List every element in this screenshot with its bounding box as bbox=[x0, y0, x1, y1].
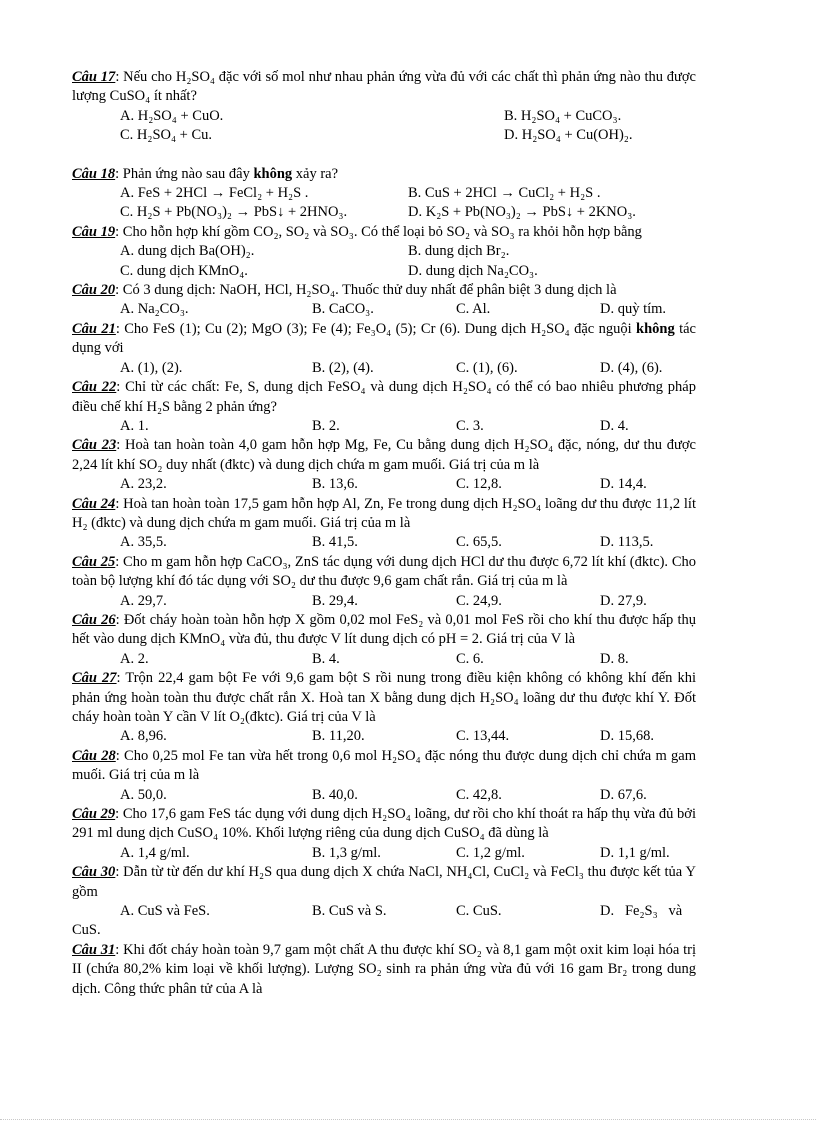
question-label: Câu 22 bbox=[72, 379, 117, 396]
option-d: D. 27,9. bbox=[600, 592, 647, 609]
question-stem: : Cho FeS (1); Cu (2); MgO (3); Fe (4); Fe₃O₄ (5); Cr (6). Dung dịch H₂SO₄ đặc nguội bbox=[115, 320, 637, 337]
option-d: D. 14,4. bbox=[600, 476, 647, 493]
option-c: C. 42,8. bbox=[456, 786, 502, 803]
option-b: B. CaCO₃. bbox=[312, 301, 374, 318]
option-a: A. dung dịch Ba(OH)₂. bbox=[120, 243, 255, 260]
question-stem: : Cho 0,25 mol Fe tan vừa hết trong 0,6 mol H₂SO₄ đặc nóng thu được dung dịch chỉ chứa m gam muối. Giá trị của m là bbox=[72, 747, 696, 784]
option-b: B. 13,6. bbox=[312, 476, 358, 493]
question-30 bbox=[72, 863, 696, 941]
question-29 bbox=[72, 805, 696, 863]
option-a: A. FeS + 2HCl → FeCl₂ + H₂S . bbox=[120, 185, 309, 202]
question-stem: : Trộn 22,4 gam bột Fe với 9,6 gam bột S rồi nung trong điều kiện không có không khí đến khi phản ứng hoàn toàn thu được chất rắn X. Hoà tan X bằng dung dịch H₂SO₄ loãng dư thu được khí Y. Đốt cháy hoàn toàn Y cần V lít O₂(đktc). Giá trị của V là bbox=[72, 670, 696, 725]
option-a: A. 50,0. bbox=[120, 786, 167, 803]
option-d: D. quỳ tím. bbox=[600, 301, 667, 318]
question-label: Câu 31 bbox=[72, 941, 116, 958]
question-label: Câu 18 bbox=[72, 165, 116, 182]
option-b: B. 1,3 g/ml. bbox=[312, 844, 381, 861]
question-stem: : Nếu cho H₂SO₄ đặc với số mol như nhau phản ứng vừa đủ với các chất thì phản ứng nào thu được lượng CuSO₄ ít nhất? bbox=[72, 69, 696, 105]
question-24 bbox=[72, 495, 696, 553]
question-stem: : Cho m gam hỗn hợp CaCO₃, ZnS tác dụng với dung dịch HCl dư thu được 6,72 lít khí (đktc). Cho toàn bộ lượng khí đó tác dụng với SO₂ dư thu được 9,6 gam chất rắn. Giá trị của m là bbox=[72, 553, 696, 590]
option-c: C. H₂SO₄ + Cu. bbox=[120, 127, 213, 144]
option-a: A. 8,96. bbox=[120, 728, 167, 745]
option-c: C. 12,8. bbox=[456, 476, 502, 493]
option-c: C. CuS. bbox=[456, 903, 502, 920]
question-26 bbox=[72, 611, 696, 669]
question-20 bbox=[72, 281, 696, 320]
option-a: A. 35,5. bbox=[120, 534, 167, 551]
option-c: C. 1,2 g/ml. bbox=[456, 844, 525, 861]
question-21 bbox=[72, 320, 696, 378]
option-d: D. 4. bbox=[600, 417, 629, 434]
question-label: Câu 24 bbox=[72, 495, 116, 512]
spacer bbox=[72, 146, 696, 165]
option-a: A. 23,2. bbox=[120, 476, 167, 493]
question-28 bbox=[72, 747, 696, 805]
question-stem: : Có 3 dung dịch: NaOH, HCl, H₂SO₄. Thuốc thử duy nhất để phân biệt 3 dung dịch là bbox=[115, 282, 617, 299]
option-b: B. CuS + 2HCl → CuCl₂ + H₂S . bbox=[408, 185, 601, 202]
question-18 bbox=[72, 165, 696, 223]
option-b: B. 29,4. bbox=[312, 592, 358, 609]
option-d: D. Fe₂S₃ và bbox=[600, 903, 683, 920]
option-b: B. H₂SO₄ + CuCO₃. bbox=[504, 107, 622, 124]
option-b: B. CuS và S. bbox=[312, 903, 387, 920]
option-c: C. (1), (6). bbox=[456, 359, 518, 376]
option-d: D. 67,6. bbox=[600, 786, 647, 803]
question-label: Câu 26 bbox=[72, 611, 116, 628]
question-label: Câu 28 bbox=[72, 747, 116, 764]
document-page bbox=[72, 68, 696, 999]
option-c: C. 3. bbox=[456, 417, 484, 434]
option-d: D. 113,5. bbox=[600, 534, 654, 551]
question-label: Câu 17 bbox=[72, 69, 116, 85]
question-25 bbox=[72, 553, 696, 611]
question-22 bbox=[72, 378, 696, 436]
question-17 bbox=[72, 68, 696, 146]
option-a: A. Na₂CO₃. bbox=[120, 301, 189, 318]
keyword-not: không bbox=[636, 320, 675, 337]
page-bottom-rule bbox=[0, 1119, 816, 1121]
option-c: C. 13,44. bbox=[456, 728, 510, 745]
option-b: B. 2. bbox=[312, 417, 340, 434]
question-stem-tail: tác dụng với bbox=[72, 320, 696, 357]
question-stem: : Cho hỗn hợp khí gồm CO₂, SO₂ và SO₃. Có thể loại bỏ SO₂ và SO₃ ra khỏi hỗn hợp bằng bbox=[115, 223, 642, 240]
option-c: C. 24,9. bbox=[456, 592, 502, 609]
question-label: Câu 25 bbox=[72, 553, 116, 570]
question-stem: : Hoà tan hoàn toàn 4,0 gam hỗn hợp Mg, Fe, Cu bằng dung dịch H₂SO₄ đặc, nóng, dư thu được 2,24 lít khí SO₂ duy nhất (đktc) và dung dịch chứa m gam muối. Giá trị của m là bbox=[72, 437, 696, 473]
option-c: C. H₂S + Pb(NO₃)₂ → PbS↓ + 2HNO₃. bbox=[120, 204, 348, 221]
option-d-tail: CuS. bbox=[72, 922, 101, 939]
option-b: B. (2), (4). bbox=[312, 359, 374, 376]
option-a: A. 1,4 g/ml. bbox=[120, 844, 190, 861]
question-27 bbox=[72, 669, 696, 747]
question-label: Câu 29 bbox=[72, 806, 116, 823]
option-d: D. K₂S + Pb(NO₃)₂ → PbS↓ + 2KNO₃. bbox=[408, 204, 636, 221]
option-b: B. 11,20. bbox=[312, 728, 365, 745]
question-label: Câu 20 bbox=[72, 282, 116, 299]
option-b: B. 41,5. bbox=[312, 534, 358, 551]
option-a: A. CuS và FeS. bbox=[120, 903, 210, 920]
question-label: Câu 23 bbox=[72, 437, 117, 454]
option-d: D. 1,1 g/ml. bbox=[600, 844, 670, 861]
option-a: A. (1), (2). bbox=[120, 359, 183, 376]
question-stem-tail: xảy ra? bbox=[292, 165, 339, 182]
option-c: C. Al. bbox=[456, 301, 491, 318]
option-d: D. (4), (6). bbox=[600, 359, 663, 376]
option-c: C. dung dịch KMnO₄. bbox=[120, 262, 248, 279]
question-label: Câu 30 bbox=[72, 864, 116, 881]
question-31 bbox=[72, 941, 696, 999]
question-label: Câu 27 bbox=[72, 670, 117, 687]
question-stem: : Dẫn từ từ đến dư khí H₂S qua dung dịch X chứa NaCl, NH₄Cl, CuCl₂ và FeCl₃ thu được kết tủa Y gồm bbox=[72, 864, 696, 900]
question-label: Câu 21 bbox=[72, 320, 116, 337]
question-stem: : Cho 17,6 gam FeS tác dụng với dung dịch H₂SO₄ loãng, dư rồi cho khí thoát ra hấp thụ vừa đủ bởi 291 ml dung dịch CuSO₄ 10%. Khối lượng riêng của dung dịch CuSO₄ đã dùng là bbox=[72, 806, 696, 842]
option-d: D. 15,68. bbox=[600, 728, 654, 745]
question-stem: : Hoà tan hoàn toàn 17,5 gam hỗn hợp Al, Zn, Fe trong dung dịch H₂SO₄ loãng dư thu được 11,2 lít H₂ (đktc) và dung dịch chứa m gam muối. Giá trị của m là bbox=[72, 495, 696, 531]
question-stem: : Khi đốt cháy hoàn toàn 9,7 gam một chất A thu được khí SO₂ và 8,1 gam một oxit kim loại hóa trị II (chứa 80,2% kim loại về khối lượng). Lượng SO₂ sinh ra phản ứng vừa đủ với 16 gam Br₂ trong dung dịch. Công thức phân tử của A là bbox=[72, 941, 696, 997]
question-label: Câu 19 bbox=[72, 223, 116, 240]
option-a: A. 2. bbox=[120, 650, 149, 667]
option-d: D. 8. bbox=[600, 650, 629, 667]
option-c: C. 65,5. bbox=[456, 534, 502, 551]
option-a: A. 29,7. bbox=[120, 592, 167, 609]
option-a: A. 1. bbox=[120, 417, 149, 434]
question-23 bbox=[72, 436, 696, 494]
option-b: B. 40,0. bbox=[312, 786, 358, 803]
option-a: A. H₂SO₄ + CuO. bbox=[120, 107, 224, 124]
question-stem: : Chỉ từ các chất: Fe, S, dung dịch FeSO₄ và dung dịch H₂SO₄ có thể có bao nhiêu phương pháp điều chế khí H₂S bằng 2 phản ứng? bbox=[72, 379, 696, 415]
question-stem: : Phản ứng nào sau đây bbox=[115, 165, 254, 182]
question-19 bbox=[72, 223, 696, 281]
option-b: B. 4. bbox=[312, 650, 340, 667]
option-c: C. 6. bbox=[456, 650, 484, 667]
question-stem: : Đốt cháy hoàn toàn hỗn hợp X gồm 0,02 mol FeS₂ và 0,01 mol FeS rồi cho khí thu được hấp thụ hết vào dung dịch KMnO₄ vừa đủ, thu được V lít dung dịch có pH = 2. Giá trị của V là bbox=[72, 611, 696, 648]
option-d: D. dung dịch Na₂CO₃. bbox=[408, 262, 538, 279]
keyword-not: không bbox=[253, 165, 293, 182]
option-b: B. dung dịch Br₂. bbox=[408, 243, 510, 260]
option-d: D. H₂SO₄ + Cu(OH)₂. bbox=[504, 127, 633, 144]
